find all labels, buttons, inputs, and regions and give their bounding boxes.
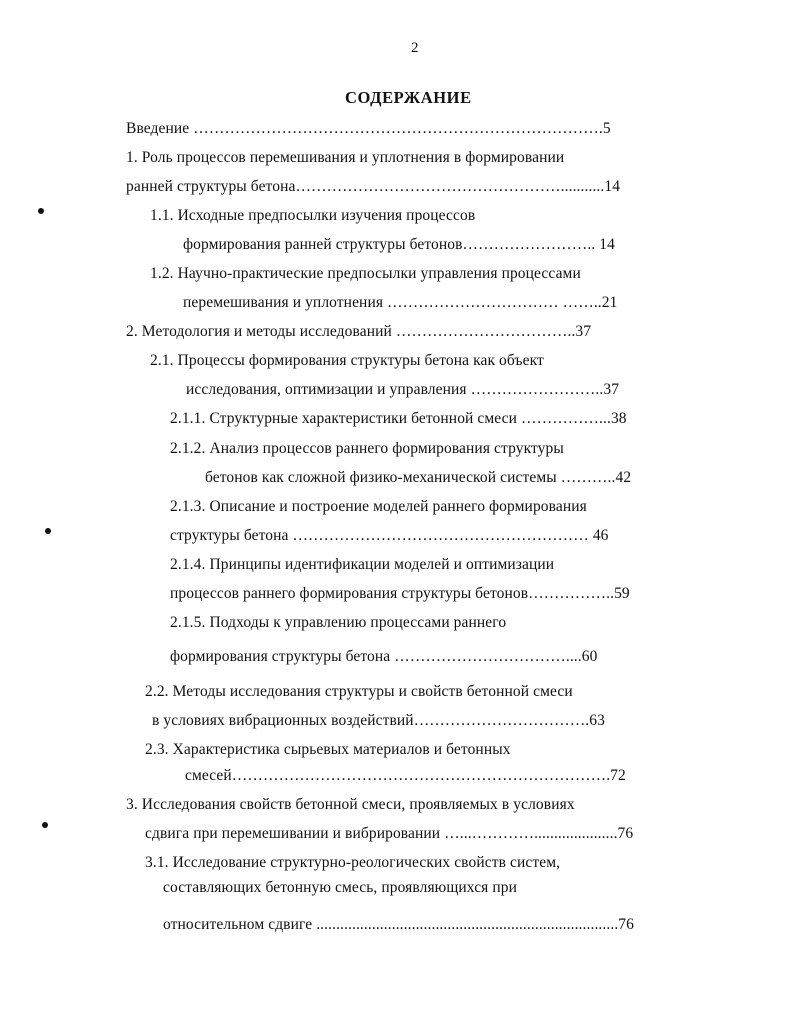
- toc-line: формирования структуры бетона ……………………………....60: [170, 648, 598, 665]
- toc-line: 1.1. Исходные предпосылки изучения процессов: [150, 207, 476, 224]
- toc-line: 2.1.4. Принципы идентификации моделей и оптимизации: [170, 556, 555, 573]
- toc-line: Введение …………………………………………………………………….5: [126, 120, 611, 137]
- toc-line: составляющих бетонную смесь, проявляющихся при: [163, 879, 518, 896]
- toc-line: 2.1.3. Описание и построение моделей раннего формирования: [170, 498, 587, 515]
- toc-line: процессов раннего формирования структуры бетонов……………..59: [170, 585, 630, 602]
- toc-line: перемешивания и уплотнения …………………………… ……..21: [183, 294, 618, 311]
- toc-line: относительном сдвиге ............................................................................76: [163, 916, 635, 933]
- toc-line: структуры бетона ………………………………………………… 46: [170, 527, 609, 544]
- toc-line: 2.3. Характеристика сырьевых материалов и бетонных: [145, 741, 511, 758]
- toc-line: в условиях вибрационных воздействий…………………………….63: [152, 712, 605, 729]
- margin-dot-mark: [42, 822, 48, 828]
- margin-dot-mark: [38, 208, 44, 214]
- toc-line: сдвига при перемешивании и вибрировании …...………….....................76: [145, 825, 634, 842]
- toc-line: 2.2. Методы исследования структуры и свойств бетонной смеси: [145, 683, 573, 700]
- toc-line: 2.1. Процессы формирования структуры бетона как объект: [150, 352, 544, 369]
- page-number: 2: [411, 40, 419, 56]
- margin-dot-mark: [45, 528, 51, 534]
- toc-line: исследования, оптимизации и управления ……………………..37: [186, 381, 620, 398]
- toc-line: 1.2. Научно-практические предпосылки управления процессами: [150, 265, 581, 282]
- toc-line: 1. Роль процессов перемешивания и уплотнения в формировании: [126, 149, 565, 166]
- toc-line: смесей……………………………………………………………….72: [185, 767, 626, 784]
- toc-line: 2.1.5. Подходы к управлению процессами раннего: [170, 614, 507, 631]
- toc-line: бетонов как сложной физико-механической системы ………..42: [205, 469, 632, 486]
- toc-line: 3. Исследования свойств бетонной смеси, проявляемых в условиях: [126, 796, 575, 813]
- toc-line: формирования ранней структуры бетонов…………………….. 14: [183, 236, 615, 253]
- toc-line: ранней структуры бетона……………………………………………...........14: [126, 178, 621, 195]
- toc-line: 2. Методология и методы исследований ……………………………..37: [126, 323, 592, 340]
- toc-line: 3.1. Исследование структурно-реологических свойств систем,: [145, 854, 561, 871]
- page-title: СОДЕРЖАНИЕ: [345, 88, 472, 107]
- toc-line: 2.1.2. Анализ процессов раннего формирования структуры: [170, 440, 564, 457]
- toc-line: 2.1.1. Структурные характеристики бетонной смеси ……………...38: [170, 410, 627, 427]
